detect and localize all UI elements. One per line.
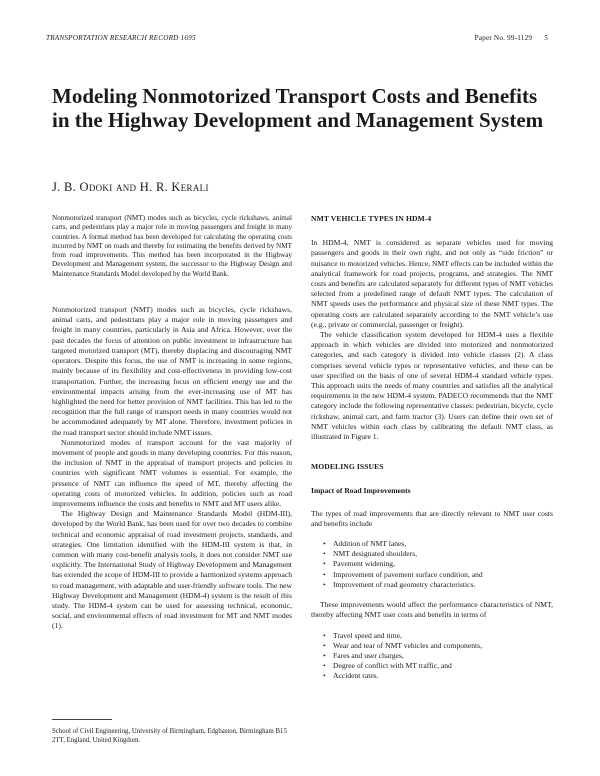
- list-item: • Wear and tear of NMT vehicles and components,: [323, 641, 553, 651]
- body-paragraph-2: Nonmotorized modes of transport account for the vast majority of movement of people and goods in many developing countries. For this reason, the inclusion of NMT in the appraisal of transport projects and policies in countries with significant NMT volumes is essential. For example, the presence of NMT can influence the speed of MT, thereby affecting the operating costs of motorized vehicles. In addition, policies such as road improvements influence the costs and benefits to NMT and MT users alike.: [52, 437, 292, 508]
- list-item: • Fares and user charges,: [323, 651, 553, 661]
- abstract: Nonmotorized transport (NMT) modes such as bicycles, cycle rickshaws, animal carts, and pedestrians play a major role in moving passengers and freight in many countries. A formal method has been developed for calculating the operating costs incurred by NMT on roads and thereby for estimating the benefits derived by NMT from road improvements. This method has been incorporated in the Highway Development and Management system, the successor to the Highway Design and Maintenance Standards Model developed by the World Bank.: [52, 214, 292, 278]
- list-item: • Travel speed and time,: [323, 631, 553, 641]
- section-heading-nmt-vehicle-types: NMT VEHICLE TYPES IN HDM-4: [311, 214, 432, 223]
- left-column: [52, 214, 292, 632]
- author-affiliation-footnote: School of Civil Engineering, University of Birmingham, Edgbaston, Birmingham B15 2TT, England, United Kingdom.: [52, 728, 287, 744]
- body-paragraph-1: Nonmotorized transport (NMT) modes such as bicycles, cycle rickshaws, animal carts, and pedestrians play a major role in moving passengers and freight in many countries, particularly in Asia and Africa. However, over the past decades the focus of attention on public investment in infrastructure has targeted motorized transport (MT), thereby displacing and discouraging NMT operators. Despite this focus, the use of NMT is increasing in some regions, mainly because of its flexibility and cost-effectiveness in providing low-cost transportation. Further, the increasing focus on efficient energy use and the environmental impacts arising from the ever-increasing use of MT has highlighted the need for better provision of NMT facilities. This has led to the recognition that the full range of transport needs in many countries would not be accommodated adequately by MT alone. Therefore, investment policies in the road transport sector should include NMT issues.: [52, 305, 292, 437]
- authors: J. B. Odoki and H. R. Kerali: [52, 180, 209, 194]
- paper-title: Modeling Nonmotorized Transport Costs and Benefits in the Highway Development and Management System: [52, 84, 544, 132]
- paper-number: Paper No. 99-1129: [474, 34, 533, 42]
- body-paragraph-3: The Highway Design and Maintenance Standards Model (HDM-III), developed by the World Bank, has been used for over two decades to combine technical and economic appraisal of road investment projects, standards, and strategies. One limitation identified with the HDM-III system is that, in common with many cost-benefit analysis tools, it does not consider NMT use explicitly. The International Study of Highway Development and Management has extended the scope of HDM-III to provide a harmonized systems approach to road management, with adaptable and user-friendly software tools. The new Highway Development and Management (HDM-4) system is the result of this study. The HDM-4 system can be used for assessing technical, economic, social, and environmental effects of road investment for MT and NMT modes (1).: [52, 509, 292, 631]
- right-column: [311, 214, 553, 692]
- list-item: • Accident rates.: [323, 671, 553, 681]
- list-item: • Addition of NMT lanes,: [323, 539, 553, 549]
- section1-paragraph-1: In HDM-4, NMT is considered as separate vehicles used for moving passengers and goods in their own right, and not only as “side friction” or nuisance to motorized vehicles. Hence, NMT effects can be included within the analytical framework for road projects, programs, and strategies. The NMT costs and benefits are calculated separately for different types of NMT vehicles selected from a predefined range of default NMT types. The calculation of NMT speeds uses the performance and physical size of these NMT types. The operating costs are calculated separately according to the NMT vehicle’s use (e.g., private or commercial, passenger or freight).: [311, 238, 553, 329]
- list-item: • Pavement widening,: [323, 559, 553, 569]
- road-improvement-list: [311, 539, 553, 590]
- road-improvements-intro: The types of road improvements that are directly relevant to NMT user costs and benefits include: [311, 508, 553, 528]
- user-cost-effects-list: [311, 631, 553, 682]
- list-item: • Improvement of road geometry characteristics.: [323, 580, 553, 590]
- running-header: [46, 34, 548, 46]
- list-item: • NMT designated shoulders,: [323, 549, 553, 559]
- paper-info: [465, 34, 548, 42]
- page-number: 5: [544, 34, 548, 42]
- list-item: • Degree of conflict with MT traffic, and: [323, 661, 553, 671]
- section1-paragraph-2: The vehicle classification system developed for HDM-4 uses a flexible approach in which vehicles are divided into motorized and nonmotorized categories, and each category is divided into vehicle classes (2). A class comprises several vehicle types or representative vehicles, and these can be user specified on the basis of one of several HDM-4 standard vehicle types. This approach suits the needs of many countries and satisfies all the analytical requirements in the new HDM-4 system. PADECO recommends that the NMT category include the following representative classes: pedestrian, bicycle, cycle rickshaw, animal cart, and farm tractor (3). Users can define their own set of NMT vehicles within each class by calibrating the default NMT class, as illustrated in Figure 1.: [311, 330, 553, 442]
- footnote-divider: [52, 719, 112, 720]
- section-heading-modeling-issues: MODELING ISSUES: [311, 462, 384, 472]
- subsection-heading-road-improvements: Impact of Road Improvements: [311, 486, 411, 496]
- journal-name: TRANSPORTATION RESEARCH RECORD 1695: [46, 34, 196, 42]
- performance-intro: These improvements would affect the performance characteristics of NMT, thereby affecting NMT user costs and benefits in terms of: [311, 600, 553, 620]
- list-item: • Improvement of pavement surface condition, and: [323, 570, 553, 580]
